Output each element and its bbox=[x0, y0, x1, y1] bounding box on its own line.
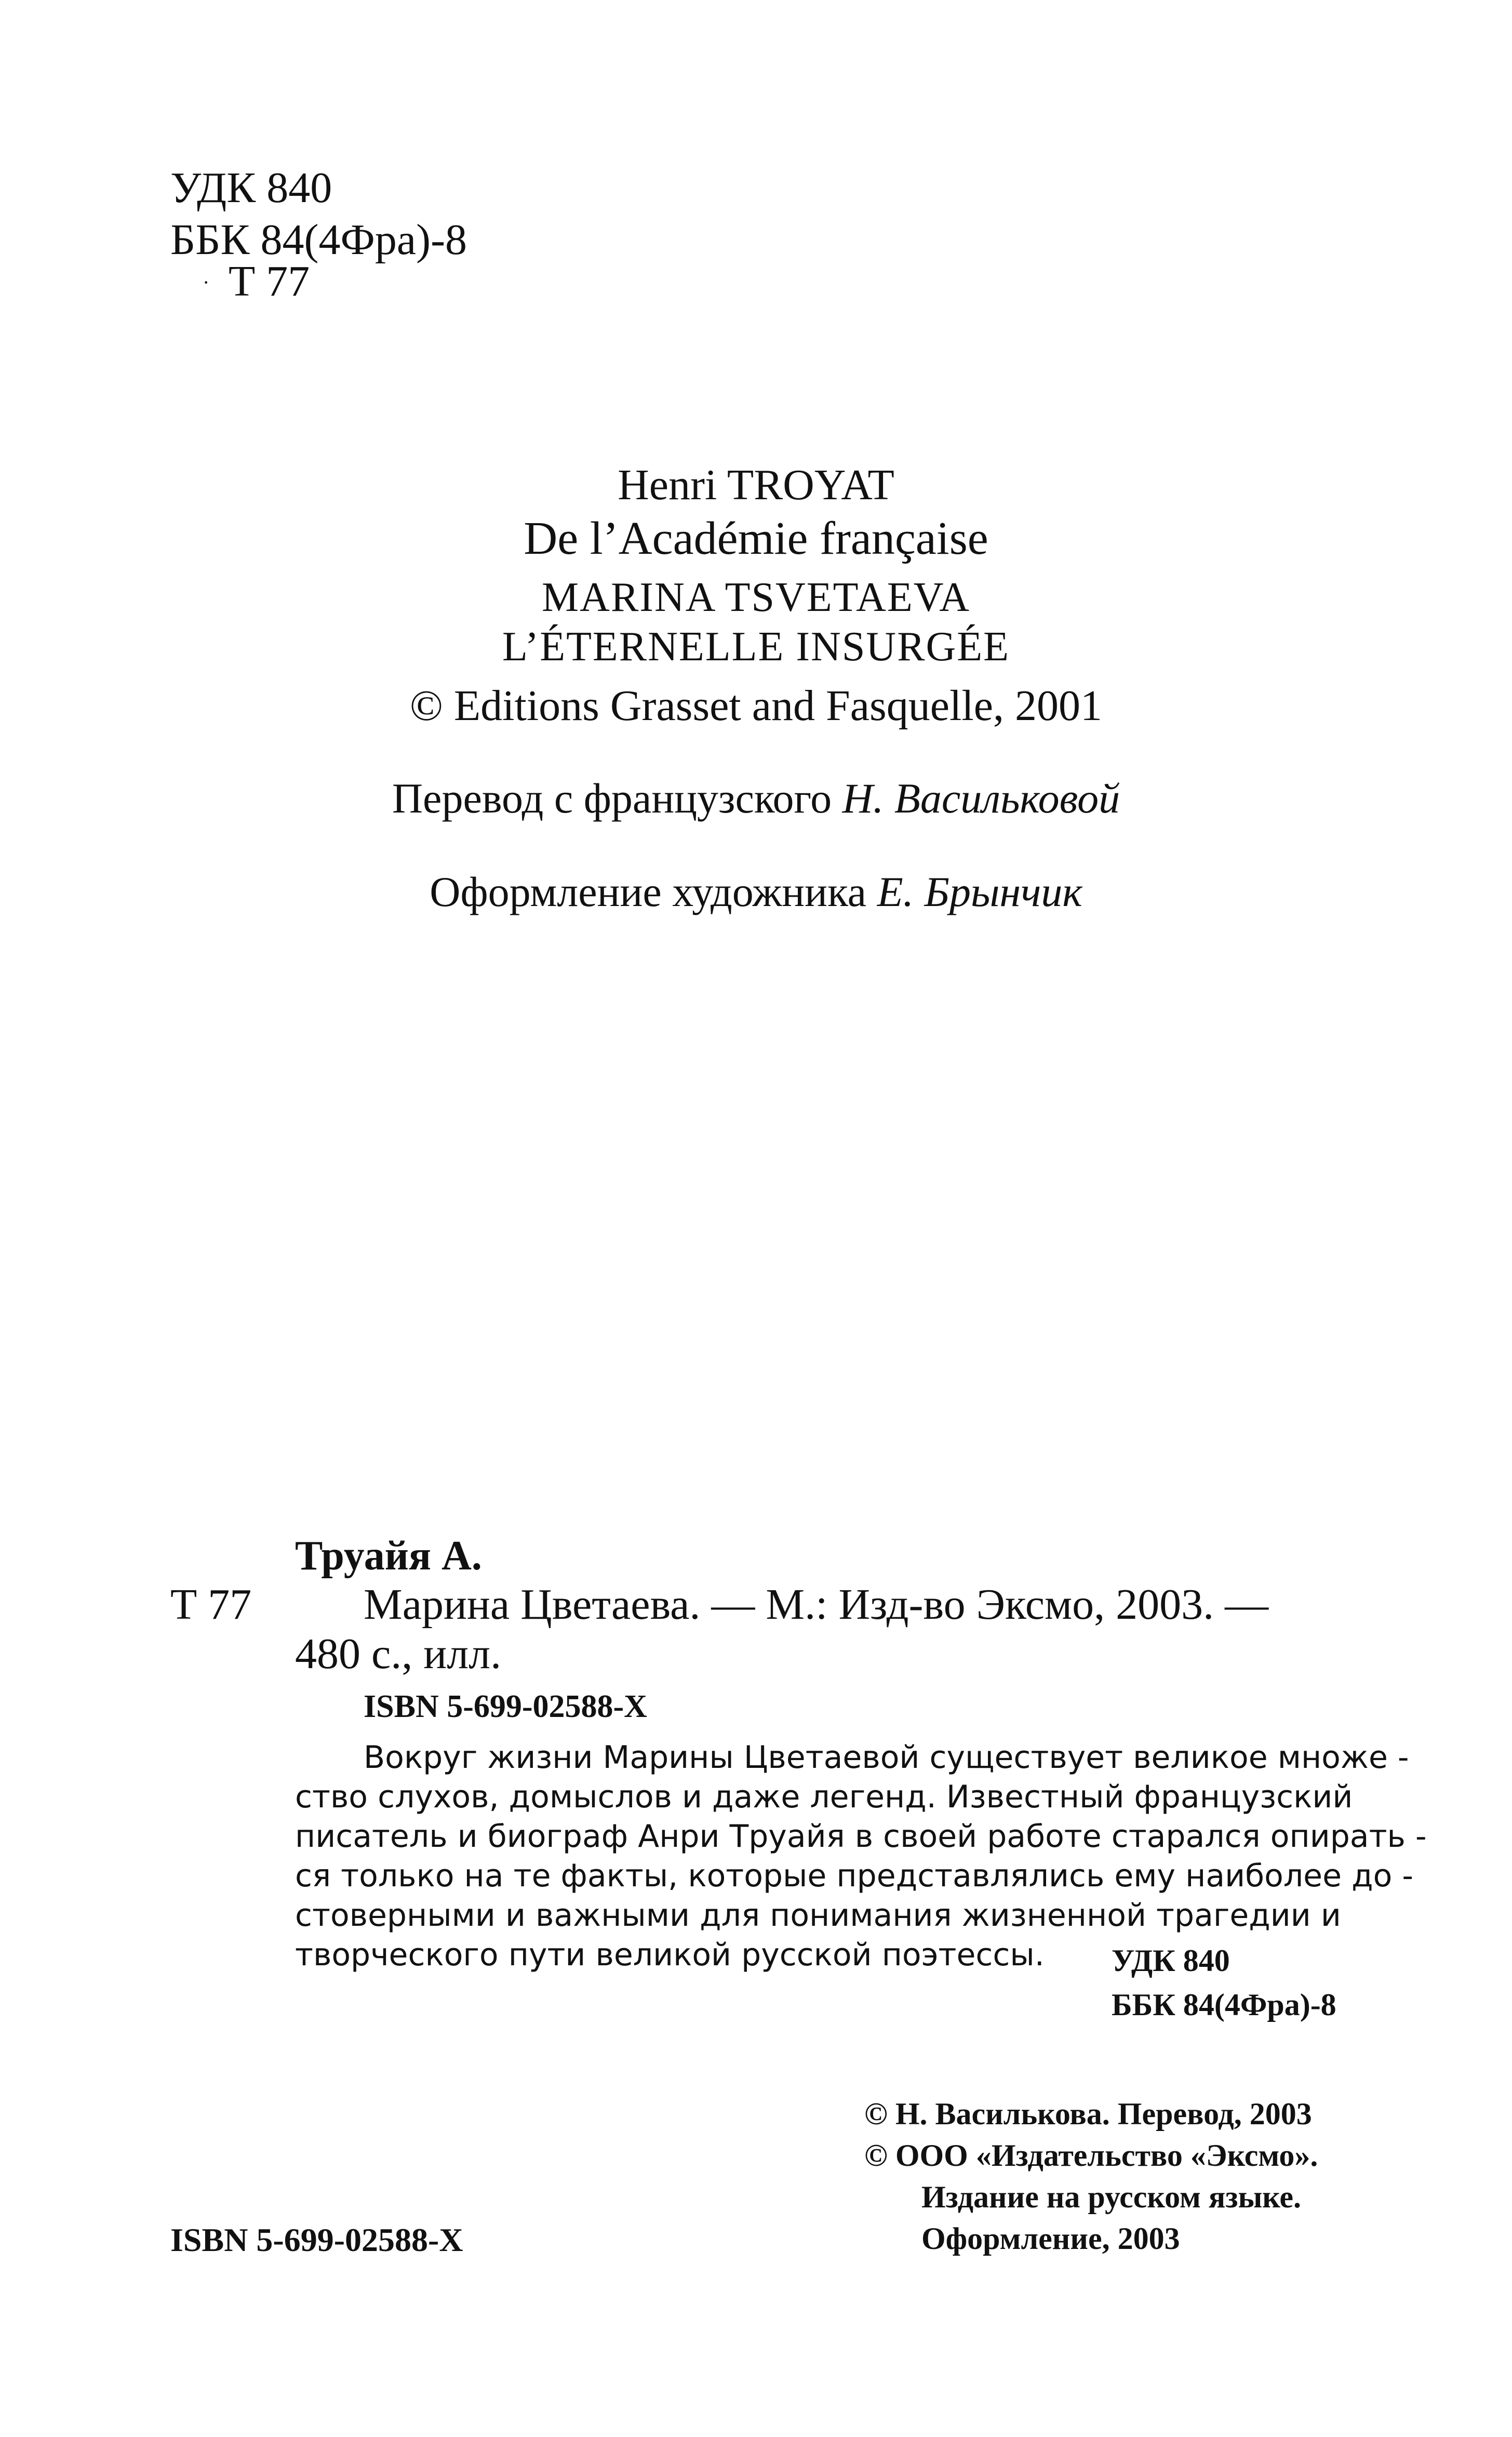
card-bbk-code: ББК 84(4Фра)-8 bbox=[1112, 1988, 1336, 2022]
copyright-publisher: © ООО «Издательство «Эксмо». bbox=[864, 2138, 1318, 2173]
card-bibliographic-line1: Марина Цветаева. — М.: Изд-во Эксмо, 2003. — bbox=[364, 1580, 1269, 1629]
author-mark-top: Т 77 bbox=[229, 257, 310, 305]
designer-name: Е. Брынчик bbox=[877, 868, 1082, 915]
annotation-line: писатель и биограф Анри Труайя в своей работе старался опирать - bbox=[295, 1818, 1427, 1855]
copyright-design: Оформление, 2003 bbox=[921, 2221, 1180, 2256]
card-bibliographic-line2: 480 с., илл. bbox=[295, 1630, 502, 1678]
card-udk-code: УДК 840 bbox=[1112, 1943, 1230, 1978]
copyright-translation: © Н. Василькова. Перевод, 2003 bbox=[864, 2097, 1312, 2131]
original-academy: De l’Académie française bbox=[524, 513, 988, 564]
original-title-line2: L’ÉTERNELLE INSURGÉE bbox=[502, 624, 1010, 670]
annotation-line: ство слухов, домыслов и даже легенд. Известный французский bbox=[295, 1779, 1353, 1815]
udk-code-top: УДК 840 bbox=[170, 164, 332, 212]
annotation-line: Вокруг жизни Марины Цветаевой существует великое множе - bbox=[364, 1739, 1409, 1776]
annotation-line: ся только на те факты, которые представлялись ему наиболее до - bbox=[295, 1858, 1413, 1894]
card-author: Труайя А. bbox=[295, 1533, 482, 1579]
bbk-code-top: ББК 84(4Фра)-8 bbox=[170, 216, 467, 264]
copyright-edition: Издание на русском языке. bbox=[921, 2180, 1302, 2214]
translator-name: Н. Васильковой bbox=[842, 775, 1120, 822]
original-copyright: © Editions Grasset and Fasquelle, 2001 bbox=[410, 682, 1102, 730]
original-author: Henri TROYAT bbox=[618, 461, 894, 509]
card-author-mark: Т 77 bbox=[170, 1580, 252, 1629]
annotation-line: творческого пути великой русской поэтессы. bbox=[295, 1937, 1045, 1973]
original-title-line1: MARINA TSVETAEVA bbox=[542, 575, 970, 620]
design-credit bbox=[0, 868, 1512, 916]
translation-label: Перевод с французского bbox=[392, 775, 842, 822]
card-annotation bbox=[295, 1738, 1427, 1975]
print-dot-mark: · bbox=[203, 271, 210, 294]
bottom-isbn: ISBN 5-699-02588-X bbox=[170, 2221, 463, 2258]
design-label: Оформление художника bbox=[430, 868, 877, 915]
annotation-line: стоверными и важными для понимания жизненной трагедии и bbox=[295, 1897, 1341, 1934]
translation-credit bbox=[0, 774, 1512, 823]
card-isbn: ISBN 5-699-02588-X bbox=[364, 1689, 647, 1724]
